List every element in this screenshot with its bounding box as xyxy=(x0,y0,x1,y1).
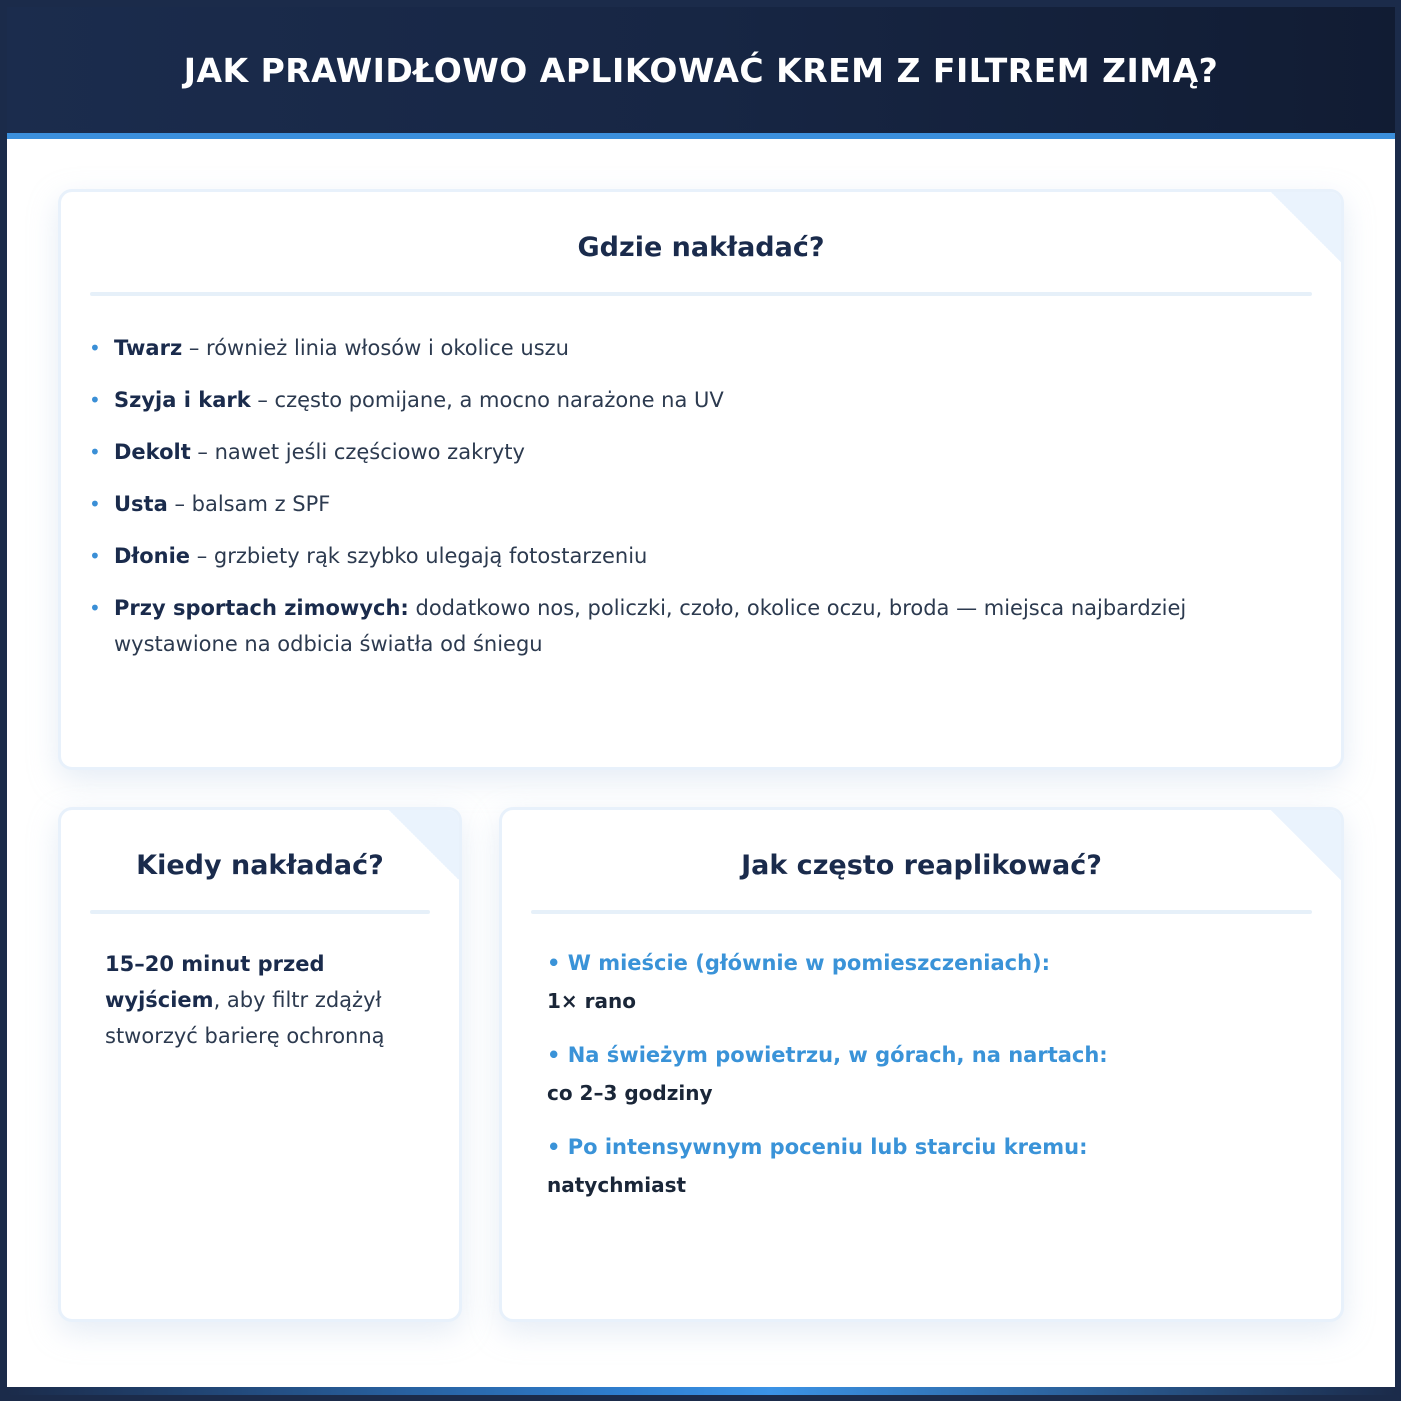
bullet-icon: • xyxy=(89,544,101,568)
item-term: Przy sportach zimowych: xyxy=(114,596,409,620)
list-item xyxy=(89,538,1281,574)
item-text: – również linia włosów i okolice uszu xyxy=(182,336,569,360)
item-text: dodatkowo nos, policzki, czoło, okolice oczu, broda — miejsca najbardziej wystawione na odbicia światła od śniegu xyxy=(114,596,1187,656)
item-text: – balsam z SPF xyxy=(167,492,331,516)
item-term: Dekolt xyxy=(114,440,191,464)
list-item xyxy=(89,486,1281,522)
when-text: , aby filtr zdążył stworzyć barierę ochronną xyxy=(105,988,385,1048)
reapply-card-title: Jak często reaplikować? xyxy=(741,850,1102,881)
when-card-title: Kiedy nakładać? xyxy=(136,850,384,881)
reapply-condition: • Po intensywnym poceniu lub starciu kremu: xyxy=(547,1135,1088,1159)
reapply-condition: • Na świeżym powietrzu, w górach, na nartach: xyxy=(547,1043,1108,1067)
reapply-frequency: natychmiast xyxy=(547,1173,687,1197)
bullet-icon: • xyxy=(89,388,101,412)
list-item xyxy=(547,1036,1311,1112)
item-term: Szyja i kark xyxy=(114,388,251,412)
bullet-icon: • xyxy=(89,440,101,464)
where-list xyxy=(89,330,1281,678)
list-item xyxy=(89,434,1281,470)
divider xyxy=(90,292,1312,296)
when-highlight: 15–20 minut przed wyjściem xyxy=(105,952,325,1012)
reapply-condition: • W mieście (głównie w pomieszczeniach): xyxy=(547,951,1051,975)
item-term: Usta xyxy=(114,492,168,516)
page-header xyxy=(7,7,1395,133)
reapply-frequency: 1× rano xyxy=(547,989,636,1013)
when-card xyxy=(58,807,462,1322)
list-item xyxy=(547,1128,1311,1204)
item-text: – grzbiety rąk szybko ulegają fotostarzeniu xyxy=(190,544,648,568)
divider xyxy=(90,910,430,914)
page-title: JAK PRAWIDŁOWO APLIKOWAĆ KREM Z FILTREM ZIMĄ? xyxy=(183,50,1219,90)
item-term: Dłonie xyxy=(114,544,191,568)
list-item xyxy=(89,382,1281,418)
reapply-frequency: co 2–3 godziny xyxy=(547,1081,713,1105)
footer-accent-bar xyxy=(7,1387,1395,1395)
item-text: – często pomijane, a mocno narażone na UV xyxy=(250,388,724,412)
item-term: Twarz xyxy=(114,336,183,360)
reapply-card xyxy=(499,807,1344,1322)
when-description xyxy=(105,946,429,1054)
bullet-icon: • xyxy=(89,336,101,360)
list-item xyxy=(89,330,1281,366)
bullet-icon: • xyxy=(89,596,101,620)
bullet-icon: • xyxy=(89,492,101,516)
reapply-list xyxy=(547,944,1311,1220)
where-card-title: Gdzie nakładać? xyxy=(577,232,825,263)
item-text: – nawet jeśli częściowo zakryty xyxy=(190,440,525,464)
divider xyxy=(531,910,1312,914)
where-card xyxy=(58,189,1344,770)
list-item xyxy=(547,944,1311,1020)
list-item xyxy=(89,590,1281,662)
